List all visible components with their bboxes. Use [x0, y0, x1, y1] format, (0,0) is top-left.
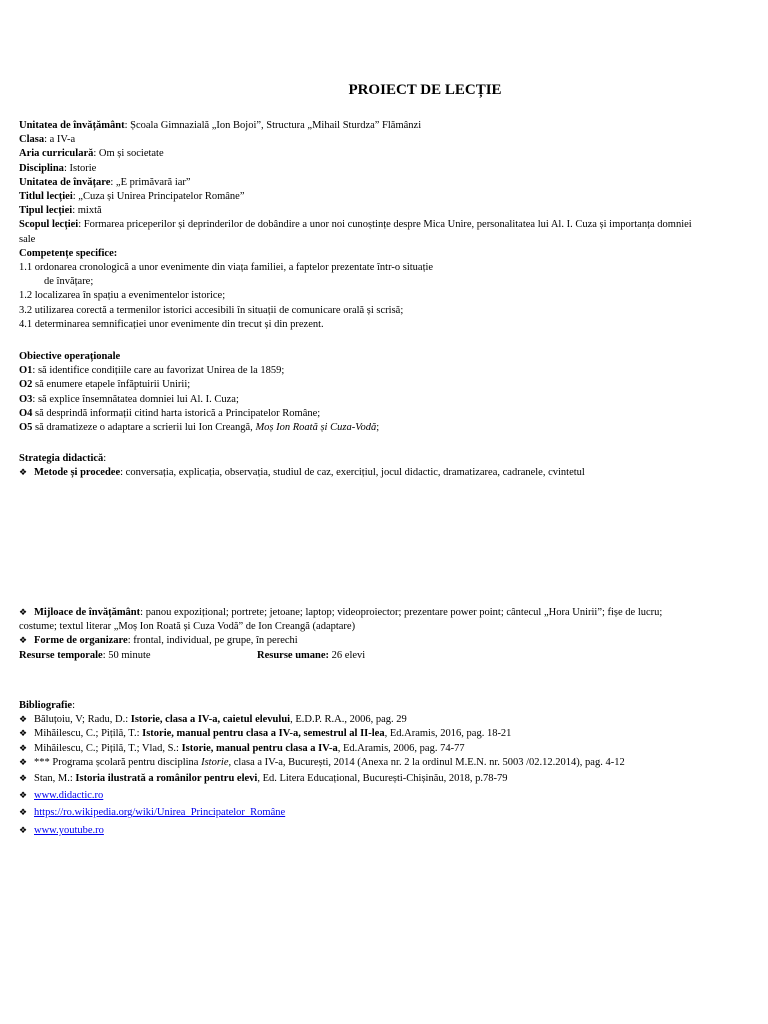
diamond-bullet-icon: ❖: [19, 715, 28, 726]
competenta-item: 3.2 utilizarea corectă a termenilor istorici accesibili în situații de comunicare orală și scrisă;: [19, 304, 404, 316]
metode-item: ❖ Metode și procedee: conversația, explicația, observația, studiul de caz, exercițiul, jocul didactic, dramatizarea, cadranele, cvintetul: [19, 466, 731, 480]
lesson-info: [19, 119, 731, 332]
diamond-bullet-icon: ❖: [19, 468, 28, 479]
bibliografie-link: [19, 824, 731, 838]
diamond-bullet-icon: ❖: [19, 825, 28, 836]
obiectiv-item: O1: să identifice condițiile care au favorizat Unirea de la 1859;: [19, 365, 285, 377]
competenta-item: 4.1 determinarea semnificației unor evenimente din trecut și din prezent.: [19, 318, 324, 330]
diamond-bullet-icon: ❖: [19, 808, 28, 819]
obiectiv-item: O3: să explice însemnătatea domniei lui Al. I. Cuza;: [19, 393, 239, 405]
competenta-item: de învățare;: [44, 276, 94, 288]
strategia-heading: Strategia didactică:: [19, 453, 107, 464]
diamond-bullet-icon: ❖: [19, 743, 28, 754]
diamond-bullet-icon: ❖: [19, 757, 28, 768]
bibliografie-heading: Bibliografie:: [19, 700, 76, 711]
competente-heading: Competențe specifice:: [19, 247, 118, 259]
info-scopul: Scopul lecției: Formarea priceperilor și deprinderilor de dobândire a unor noi cunoștințe despre Mica Unire, personalitatea lui Al. I. Cuza și importanța domniei: [19, 219, 692, 231]
bibliografie-section: [19, 699, 731, 838]
info-clasa: Clasa: a IV-a: [19, 134, 76, 146]
info-titlul: Titlul lecției: „Cuza și Unirea Principatelor Române”: [19, 191, 245, 203]
diamond-bullet-icon: ❖: [19, 608, 28, 618]
mijloace-section: [19, 606, 731, 663]
info-scopul-cont: sale: [19, 233, 36, 245]
link-wikipedia[interactable]: https://ro.wikipedia.org/wiki/Unirea_Principatelor_Române: [34, 807, 286, 819]
competenta-item: 1.1 ordonarea cronologică a unor evenimente din viața familiei, a faptelor prezentate într-o situație: [19, 262, 434, 274]
info-aria: Aria curriculară: Om și societate: [19, 148, 164, 160]
resurse-row: Resurse temporale: 50 minute Resurse umane: 26 elevi: [19, 649, 731, 663]
info-unitatea-invatare: Unitatea de învățare: „E primăvară iar”: [19, 176, 191, 188]
obiectiv-item: O2 să enumere etapele înfăptuirii Unirii;: [19, 379, 191, 391]
bibliografie-item: ❖ Mihăilescu, C.; Pițilă, T.; Vlad, S.: Istorie, manual pentru clasa a IV-a, Ed.Aramis, 2006, pag. 74-77: [19, 742, 731, 756]
obiective-section: [19, 350, 731, 435]
diamond-bullet-icon: ❖: [19, 791, 28, 802]
link-youtube[interactable]: www.youtube.ro: [34, 824, 104, 836]
page-title: PROIECT DE LECȚIE: [348, 82, 502, 98]
obiective-heading: Obiective operaționale: [19, 351, 121, 362]
bibliografie-link: [19, 806, 731, 820]
obiectiv-item: O5 să dramatizeze o adaptare a scrierii lui Ion Creangă, Moș Ion Roată și Cuza-Vodă;: [19, 422, 380, 434]
mijloace-cont: costume; textul literar „Moș Ion Roată și Cuza Vodă” de Ion Creangă (adaptare): [19, 621, 356, 633]
obiectiv-item: O4 să desprindă informații citind harta istorică a Principatelor Române;: [19, 407, 321, 419]
competenta-item: 1.2 localizarea în spațiu a evenimentelor istorice;: [19, 290, 226, 302]
forme-item: ❖ Forme de organizare: frontal, individual, pe grupe, în perechi: [19, 634, 731, 648]
mijloace-item: ❖ Mijloace de învățământ: panou expozițional; portrete; jetoane; laptop; videoproiector; prezentare power point; cântecul „Hora Unirii”; fișe de lucru;: [19, 606, 731, 620]
bibliografie-item: ❖ Stan, M.: Istoria ilustrată a românilor pentru elevi, Ed. Litera Educațional, București-Chișinău, 2018, p.78-79: [19, 772, 731, 786]
info-disciplina: Disciplina: Istorie: [19, 162, 97, 174]
link-didactic[interactable]: www.didactic.ro: [34, 790, 104, 802]
resurse-umane: Resurse umane: 26 elevi: [257, 649, 366, 661]
diamond-bullet-icon: ❖: [19, 774, 28, 785]
diamond-bullet-icon: ❖: [19, 636, 28, 647]
bibliografie-item: ❖ *** Programa școlară pentru disciplina Istorie, clasa a IV-a, București, 2014 (Anexa nr. 2 la ordinul M.E.N. nr. 5003 /02.12.2014), pag. 4-12: [19, 756, 731, 770]
bibliografie-item: ❖ Mihăilescu, C.; Pițilă, T.: Istorie, manual pentru clasa a IV-a, semestrul al II-lea, Ed.Aramis, 2016, pag. 18-21: [19, 727, 731, 741]
info-unitate: Unitatea de învățământ: Școala Gimnazială „Ion Bojoi”, Structura „Mihail Sturdza” Flămânzi: [19, 120, 422, 131]
bibliografie-item: ❖ Băluțoiu, V; Radu, D.: Istorie, clasa a IV-a, caietul elevului, E.D.P. R.A., 2006, pag. 29: [19, 713, 731, 727]
diamond-bullet-icon: ❖: [19, 729, 28, 740]
strategia-section: [19, 452, 731, 480]
info-tipul: Tipul lecției: mixtă: [19, 205, 102, 217]
bibliografie-link: [19, 789, 731, 803]
